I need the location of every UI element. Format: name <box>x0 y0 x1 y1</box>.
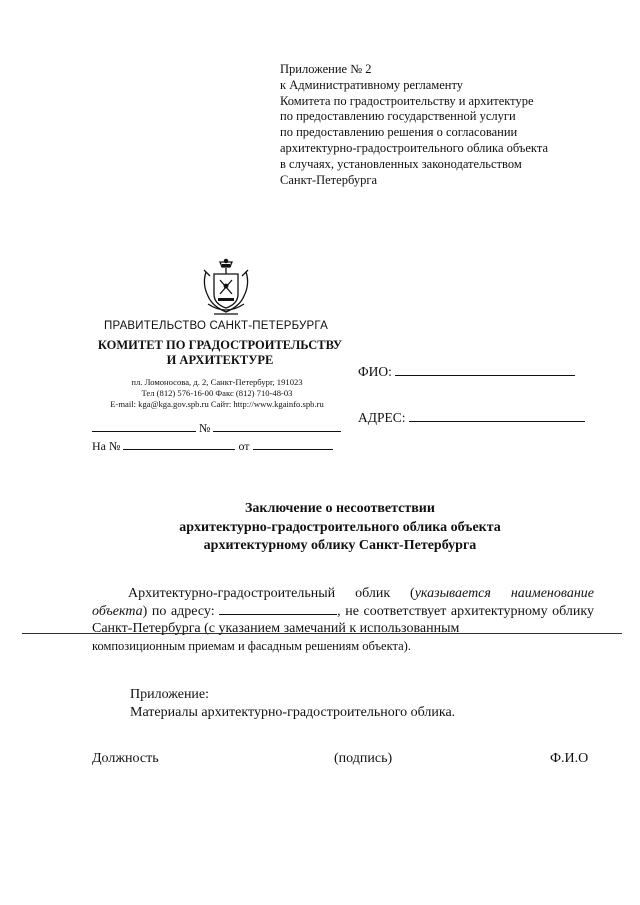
body-text <box>92 585 594 638</box>
body-italic-note: указывается наименование объекта <box>92 586 594 619</box>
appendix-line: Санкт-Петербурга <box>280 172 378 187</box>
blank-line <box>123 448 235 450</box>
body-text-part: , не соответствует архитектурному облику Санкт-Петербурга (с указанием замечаний к использованным <box>92 603 595 636</box>
appendix-line: к Административному регламенту <box>280 77 464 92</box>
address-field[interactable] <box>409 420 585 422</box>
email-line: E-mail: kga@kga.gov.spb.ru Сайт: http://www.kgainfo.spb.ru <box>110 399 324 409</box>
attachment-text: Материалы архитектурно-градостроительного облика. <box>130 705 456 720</box>
appendix-line: в случаях, установленных законодательством <box>280 156 522 171</box>
address-label: АДРЕС: <box>358 410 406 425</box>
committee-line: И АРХИТЕКТУРЕ <box>166 352 274 367</box>
committee-line: КОМИТЕТ ПО ГРАДОСТРОИТЕЛЬСТВУ <box>97 338 343 352</box>
position-label: Должность <box>92 751 159 766</box>
committee-contacts <box>72 377 362 410</box>
blank-line <box>92 430 196 432</box>
appendix-line: по предоставлению решения о согласовании <box>280 125 518 140</box>
appendix-line: Комитета по градостроительству и архитектуре <box>280 93 534 108</box>
blank-line <box>253 448 333 450</box>
phone-line: Тел (812) 576-16-00 Факс (812) 710-48-03 <box>141 388 293 398</box>
title-line: архитектурному облику Санкт-Петербурга <box>203 538 477 553</box>
body-text-part: ) по адресу: <box>142 603 220 619</box>
attachment-label: Приложение: <box>130 687 210 702</box>
body-last-line: композиционным приемам и фасадным решениям объекта). <box>92 638 411 653</box>
appendix-line: архитектурно-градостроительного облика объекта <box>280 140 548 155</box>
body-paragraph <box>92 585 594 655</box>
appendix-block <box>280 62 548 188</box>
name-label: Ф.И.О <box>550 751 589 766</box>
on-number-label: На № <box>92 439 121 453</box>
appendix-line: по предоставлению государственной услуги <box>280 109 516 124</box>
title-line: Заключение о несоответствии <box>245 501 435 516</box>
outgoing-number-row <box>92 421 341 436</box>
from-label: от <box>238 439 250 453</box>
body-text-part: Архитектурно-градостроительный облик ( <box>128 586 415 601</box>
number-sign: № <box>199 421 211 435</box>
coat-of-arms-icon <box>200 258 252 320</box>
blank-line <box>219 604 337 615</box>
fio-field[interactable] <box>395 374 575 376</box>
incoming-number-row <box>92 439 333 454</box>
attachment-block <box>130 686 455 722</box>
fio-label: ФИО: <box>358 364 392 379</box>
title-line: архитектурно-градостроительного облика объекта <box>179 519 501 535</box>
divider-line <box>22 633 622 634</box>
address-line: пл. Ломоносова, д. 2, Санкт-Петербург, 191023 <box>131 377 303 387</box>
appendix-line: Приложение № 2 <box>280 62 372 76</box>
committee-name <box>90 338 350 367</box>
signature-label: (подпись) <box>334 751 393 766</box>
government-name: ПРАВИТЕЛЬСТВО САНКТ-ПЕТЕРБУРГА <box>104 320 328 332</box>
fio-row <box>358 364 575 380</box>
address-row <box>358 410 585 426</box>
blank-line <box>213 430 341 432</box>
document-title <box>90 500 590 556</box>
